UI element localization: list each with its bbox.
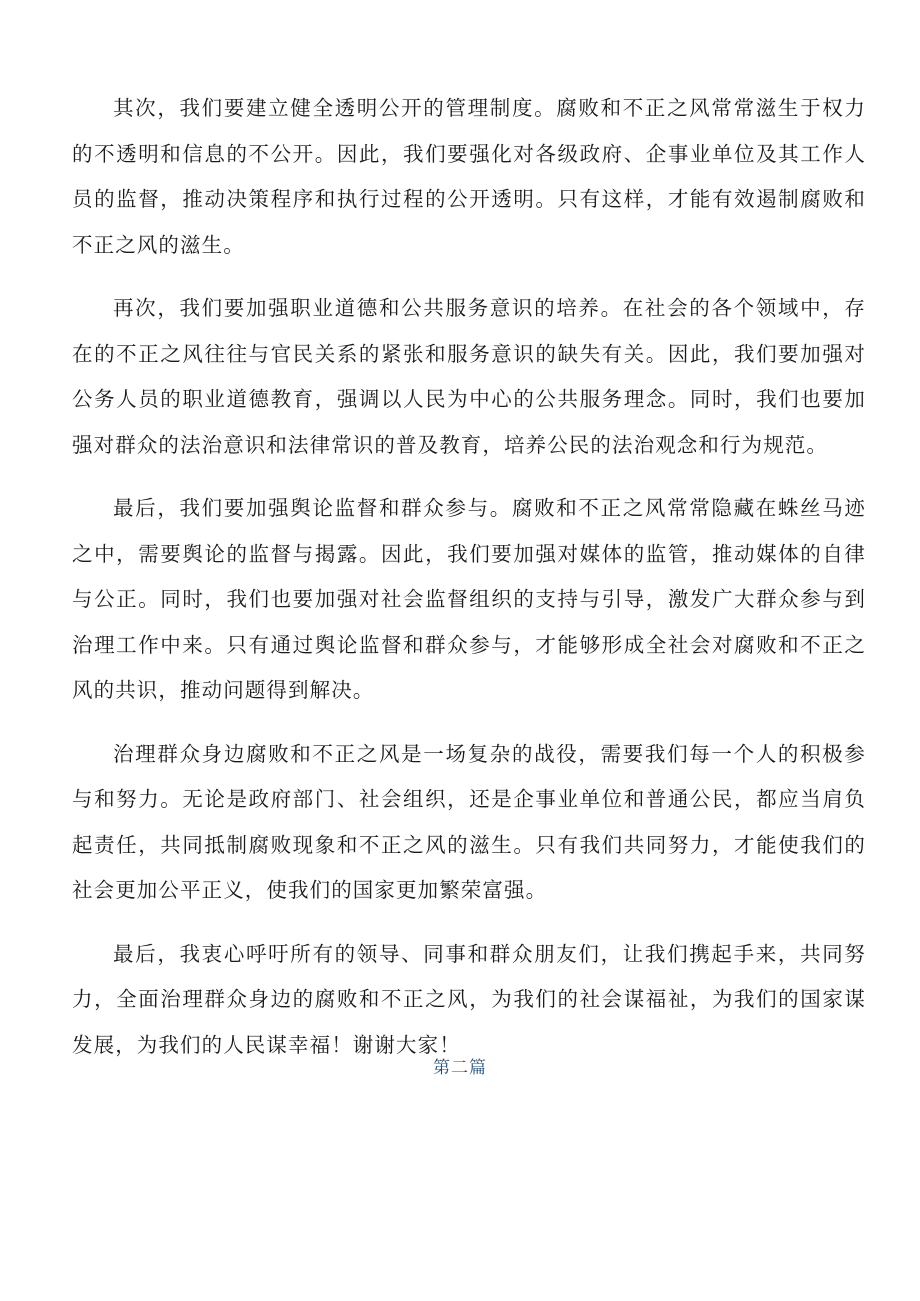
paragraph-2: 再次，我们要加强职业道德和公共服务意识的培养。在社会的各个领域中，存在的不正之风往往与官民关系的紧张和服务意识的缺失有关。因此，我们要加强对公务人员的职业道德教育，强调以人民为中心的公共服务理念。同时，我们也要加强对群众的法治意识和法律常识的普及教育，培养公民的法治观念和行为规范。 <box>72 296 866 457</box>
paragraph-5: 最后，我衷心呼吁所有的领导、同事和群众朋友们，让我们携起手来，共同努力，全面治理群众身边的腐败和不正之风，为我们的社会谋福祉，为我们的国家谋发展，为我们的人民谋幸福！谢谢大家！ <box>72 941 866 1057</box>
paragraph-4: 治理群众身边腐败和不正之风是一场复杂的战役，需要我们每一个人的积极参与和努力。无论是政府部门、社会组织，还是企事业单位和普通公民，都应当肩负起责任，共同抵制腐败现象和不正之风的滋生。只有我们共同努力，才能使我们的社会更加公平正义，使我们的国家更加繁荣富强。 <box>72 741 866 902</box>
paragraph-3: 最后，我们要加强舆论监督和群众参与。腐败和不正之风常常隐藏在蛛丝马迹之中，需要舆论的监督与揭露。因此，我们要加强对媒体的监管，推动媒体的自律与公正。同时，我们也要加强对社会监督组织的支持与引导，激发广大群众参与到治理工作中来。只有通过舆论监督和群众参与，才能够形成全社会对腐败和不正之风的共识，推动问题得到解决。 <box>72 496 866 702</box>
paragraph-1: 其次，我们要建立健全透明公开的管理制度。腐败和不正之风常常滋生于权力的不透明和信息的不公开。因此，我们要强化对各级政府、企事业单位及其工作人员的监督，推动决策程序和执行过程的公开透明。只有这样，才能有效遏制腐败和不正之风的滋生。 <box>72 96 866 257</box>
section-heading: 第二篇 <box>433 1058 487 1078</box>
document-body <box>72 86 866 1086</box>
